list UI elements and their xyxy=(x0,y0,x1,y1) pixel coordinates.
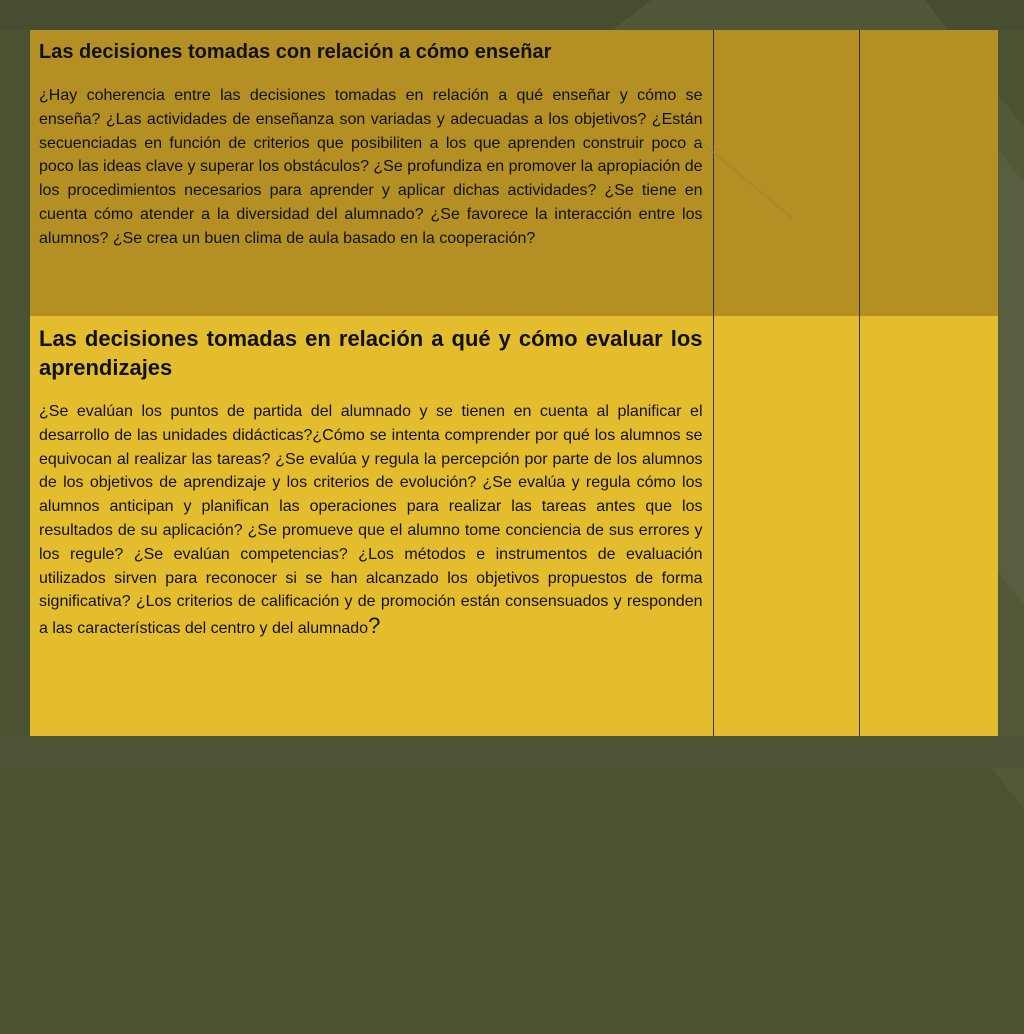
table-row xyxy=(30,30,998,316)
section-heading: Las decisiones tomadas en relación a qué y cómo evaluar los aprendizajes xyxy=(39,326,703,380)
empty-cell xyxy=(713,30,859,316)
section-how-to-teach xyxy=(30,30,713,316)
section-body: ¿Hay coherencia entre las decisiones tomadas en relación a qué enseñar y cómo se enseña? ¿Las actividades de enseñanza son variadas y adecuadas a los objetivos? ¿Están secuenciadas en función de criterios que posibiliten a los que aprenden construir poco a poco las ideas clave y superar los obstáculos? ¿Se profundiza en promover la apropiación de los procedimientos necesarios para aprender y aplicar dichas actividades? ¿Se tiene en cuenta cómo atender a la diversidad del alumnado? ¿Se favorece la interacción entre los alumnos? ¿Se crea un buen clima de aula basado en la cooperación? xyxy=(39,87,703,247)
empty-cell xyxy=(859,30,998,316)
evaluation-table xyxy=(30,30,998,736)
section-body-wrapper xyxy=(39,400,703,641)
section-body: ¿Se evalúan los puntos de partida del alumnado y se tienen en cuenta al planificar el desarrollo de las unidades didácticas?¿Cómo se intenta comprender por qué los alumnos se equivocan al realizar las tareas? ¿Se evalúa y regula la percepción por parte de los alumnos de los objetivos de aprendizaje y los criterios de evolución? ¿Se evalúa y regula cómo los alumnos anticipan y planifican las operaciones para realizar las tareas antes que los resultados de su aplicación? ¿Se promueve que el alumno tome conciencia de sus errores y los regule? ¿Se evalúan competencias? ¿Los métodos e instrumentos de evaluación utilizados sirven para reconocer si se han alcanzado los objetivos propuestos de forma significativa? ¿Los criterios de calificación y de promoción están consensuados y responden a las características del centro y del alumnado xyxy=(39,403,703,638)
empty-cell xyxy=(713,316,859,736)
slide-bottom-band xyxy=(0,736,1024,768)
closing-question-mark: ? xyxy=(368,613,381,639)
empty-cell xyxy=(859,316,998,736)
section-heading: Las decisiones tomadas con relación a cómo enseñar xyxy=(39,41,552,63)
table-row xyxy=(30,316,998,736)
section-how-to-evaluate xyxy=(30,316,713,736)
